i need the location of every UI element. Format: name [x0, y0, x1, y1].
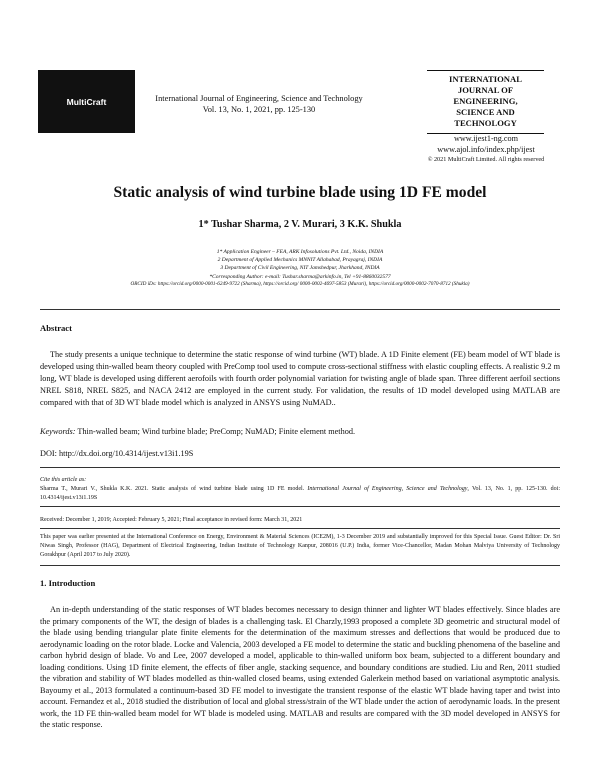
paper-title: Static analysis of wind turbine blade using 1D FE model	[113, 184, 487, 201]
keywords-list: Thin-walled beam; Wind turbine blade; PreComp; NuMAD; Finite element method.	[75, 427, 356, 436]
affiliation-line: 2 Department of Applied Mechanics MNNIT Allahabad, Prayagraj, INDIA	[217, 257, 383, 264]
citation-journal: International Journal of Engineering, Science and Technology	[304, 486, 468, 492]
orcid-ids[interactable]: ORCID iDs: https://orcid.org/0000-0001-6249-9722 (Sharma), https://orcid.org/ 0000-0002-4697-5853 (Murari), https://orcid.org/0000-0002-7070-8712 (Shukla)	[130, 281, 470, 287]
divider	[40, 506, 560, 507]
journal-box-line: INTERNATIONAL	[449, 74, 522, 84]
citation-block	[40, 476, 560, 503]
doi-link[interactable]: DOI: http://dx.doi.org/10.4314/ijest.v13i1.19S	[40, 449, 194, 458]
divider	[40, 528, 560, 529]
introduction-text: An in-depth understanding of the static responses of WT blades becomes necessary to design thinner and lighter WT blades effectively. Since blades are the primary components of the WT, the design of blades is a challenging task. El Charzly,1993 proposed a complete 3D geometric and structural model of the blade using bending triangular plate finite elements for the determination of the maximum stresses and deflections that would be produced due to aerodynamic loading on the rotor blade. Locke and Valencia, 2003 developed a FE model to determine the static and buckling phenomena of the baseline and carbon hybrid design of blade. Vo and Lee, 2007 developed a model, applicable to thin-walled uniform box beam, subjected to a different boundary and loading conditions. Using 1D finite element, the effects of fiber angle, stacking sequence, and boundary conditions are studied. Liu and Ren, 2011 studied the vibration and stability of WT blades modelled as thin-walled closed beams, using extended Galerkein method based on variational asymptotic analysis. Bayoumy et al., 2013 formulated a continuum-based 3D FE model to investigate the transient response of the elastic WT blade having taper and twist into account. Fernandez et al., 2018 studied the distribution of local and global stress/strain of the WT blade under the action of aerodynamic loads. In the present work, the 1D FE thin-walled beam model for WT blade is modeled using. MATLAB and results are compared with the 3D model developed in ANSYS for the static response.	[40, 605, 560, 729]
keywords	[40, 427, 560, 436]
citation-authors-title: Sharma T., Murari V., Shukla K.K. 2021. Static analysis of wind turbine blade using 1D FE model.	[40, 486, 305, 492]
received-dates: Received: December 1, 2019; Accepted: February 5, 2021; Final acceptance in revised form: March 31, 2021	[40, 517, 303, 523]
divider	[40, 565, 560, 566]
divider	[40, 309, 560, 310]
journal-volume: Vol. 13, No. 1, 2021, pp. 125-130	[202, 105, 316, 114]
publisher-logo	[38, 70, 135, 133]
journal-url-link[interactable]: www.ijest1-ng.com	[453, 134, 519, 143]
journal-box-line: TECHNOLOGY	[454, 118, 517, 128]
citation-details: , Vol. 13, No. 1, pp. 125-130. doi: 10.4314/ijest.v13i1.19S	[40, 486, 561, 501]
copyright-notice: © 2021 MultiCraft Limited. All rights reserved	[427, 156, 545, 163]
journal-box-line: SCIENCE AND	[456, 107, 515, 117]
affiliations	[40, 248, 560, 281]
author-list: 1* Tushar Sharma, 2 V. Murari, 3 K.K. Shukla	[198, 219, 402, 230]
journal-citation-header	[138, 93, 380, 115]
journal-title-box	[427, 70, 544, 134]
affiliation-line: 1* Application Engineer – FEA, ARK Infosolutions Pvt. Ltd., Noida, INDIA	[216, 249, 384, 255]
logo-text: MultiCraft	[66, 96, 107, 107]
journal-name: International Journal of Engineering, Science and Technology	[155, 94, 363, 103]
introduction-heading: 1. Introduction	[40, 578, 96, 588]
journal-box-line: JOURNAL OF	[457, 85, 514, 95]
journal-urls	[410, 133, 562, 155]
abstract-text: The study presents a unique technique to determine the static response of wind turbine (WT) blade. A 1D Finite element (FE) beam model of WT blade is developed using thin-walled beam theory coupled with PreComp tool used to compute cross-sectional stiffness with elastic coupling effects. A realistic 9.2 m long, WT blade is developed using different aerofoils with fourth order polynomial variation for twisting angle of blade span. Three different aerfoil sections NREL S818, NREL S825, and NACA 2412 are employed in the current study. For validation, the results of 1D model developed using MATLAB are compared with that of 3D WT blade model which is analyzed in ANSYS using NuMAD..	[40, 350, 560, 407]
journal-box-line: ENGINEERING,	[453, 96, 518, 106]
divider	[40, 467, 560, 468]
corresponding-author: *Corresponding Author: e-mail: Tushar.sharma@arkinfo.in, Tel +91-8860032577	[209, 273, 391, 280]
affiliation-line: 3 Department of Civil Engineering, NIT Jamshedpur, Jharkhand, INDIA	[220, 265, 380, 272]
citation-label: Cite this article as:	[40, 477, 87, 483]
conference-note: This paper was earlier presented at the International Conference on Energy, Environment & Material Sciences (ICE2M), 1-3 December 2019 and substantially improved for this Special Issue. Guest Editor: Dr. Sri Niwas Singh, Professor (HAG), Department of Electrical Engineering, Indian Institute of Technology Kanpur, 208016 (U.P.) India, former Vice-Chancellor, Madan Mohan Malviya University of Technology Gorakhpur (April 2017 to July 2020).	[40, 534, 560, 558]
abstract-heading: Abstract	[40, 323, 72, 333]
citation-text	[40, 485, 560, 503]
journal-url-link[interactable]: www.ajol.info/index.php/ijest	[437, 145, 535, 154]
keywords-label: Keywords:	[40, 427, 76, 436]
